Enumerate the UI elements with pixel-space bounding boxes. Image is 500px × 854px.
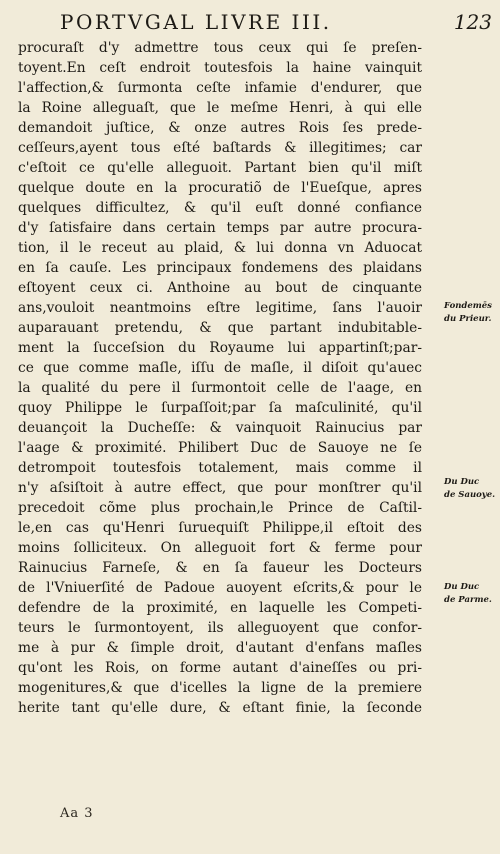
text-line: precedoit cõme plus prochain,le Prince de Caſtil- [18, 500, 422, 516]
margin-note-line: Fondemēs [444, 301, 492, 311]
text-line: eſtoyent ceux ci. Anthoine au bout de cinquante [18, 280, 422, 296]
text-line: herite tant qu'elle dure, & eſtant finie, la ſeconde [18, 700, 422, 716]
margin-note-line: de Sauoye. [444, 490, 496, 500]
margin-note-savoy [444, 476, 495, 502]
margin-note-line: de Parme. [444, 595, 492, 605]
margin-note-line: Du Duc [444, 477, 480, 487]
text-line: qu'ont les Rois, on forme autant d'aineſſes ou pri- [18, 660, 422, 676]
text-line: le,en cas qu'Henri ſuruequiſt Philippe,il eſtoit des [18, 520, 422, 536]
text-line: la Roine alleguaſt, que le meſme Henri, à qui elle [18, 100, 422, 116]
text-line: de l'Vniuerſité de Padoue auoyent eſcrits,& pour le [18, 580, 422, 596]
text-line: d'y ſatisfaire dans certain temps par autre procura- [18, 220, 422, 236]
margin-note-prior [444, 300, 492, 326]
text-line: detrompoit toutesfois totalement, mais comme il [18, 460, 422, 476]
text-line: c'eſtoit ce qu'elle alleguoit. Partant bien qu'il miſt [18, 160, 422, 176]
text-line: l'aage & proximité. Philibert Duc de Sauoye ne ſe [18, 440, 422, 456]
margin-note-line: Du Duc [444, 582, 480, 592]
text-line: deuançoit la Ducheſſe: & vainquoit Rainucius par [18, 420, 422, 436]
text-line: moins ſolliciteux. On alleguoit fort & ferme pour [18, 540, 422, 556]
text-line: Rainucius Farneſe, & en ſa faueur les Docteurs [18, 560, 422, 576]
page-header [60, 8, 492, 36]
text-line: defendre de la proximité, en laquelle les Competi- [18, 600, 422, 616]
text-line: me à pur & ſimple droit, d'autant d'enfans maſles [18, 640, 422, 656]
signature-mark: Aa 3 [60, 806, 94, 821]
text-line: mogenitures,& que d'icelles la ligne de la premiere [18, 680, 422, 696]
text-line: quelques difficultez, & qu'il euſt donné confiance [18, 200, 422, 216]
margin-note-parma [444, 581, 492, 607]
text-line: l'affection,& ſurmonta ceſte infamie d'endurer, que [18, 80, 422, 96]
body-text [18, 38, 496, 718]
text-line: ceſſeurs,ayent tous eſté baſtards & illegitimes; car [18, 140, 422, 156]
text-line: auparauant pretendu, & que partant indubitable- [18, 320, 422, 336]
text-line: toyent.En ceſt endroit toutesfois la haine vainquit [18, 60, 422, 76]
margin-note-line: du Prieur. [444, 314, 492, 324]
running-head: PORTVGAL LIVRE III. [60, 10, 332, 34]
text-line: teurs le ſurmontoyent, ils alleguoyent que confor- [18, 620, 422, 636]
text-line: ans,vouloit neantmoins eſtre legitime, ſans l'auoir [18, 300, 422, 316]
text-line: demandoit juſtice, & onze autres Rois ſes prede- [18, 120, 422, 136]
text-line: ce que comme maſle, iſſu de maſle, il diſoit qu'auec [18, 360, 422, 376]
text-line: quoy Philippe le ſurpaſſoit;par ſa maſculinité, qu'il [18, 400, 422, 416]
text-line: tion, il le receut au plaid, & lui donna vn Aduocat [18, 240, 422, 256]
text-line: n'y aſsiſtoit à autre effect, que pour monſtrer qu'il [18, 480, 422, 496]
text-line: procuraſt d'y admettre tous ceux qui ſe preſen- [18, 40, 422, 56]
text-line: en ſa cauſe. Les principaux fondemens des plaidans [18, 260, 422, 276]
page-number: 123 [453, 10, 492, 34]
text-line: ment la ſucceſsion du Royaume lui appartinſt;par- [18, 340, 422, 356]
text-line: la qualité du pere il ſurmontoit celle de l'aage, en [18, 380, 422, 396]
text-line: quelque doute en la procuratiõ de l'Eueſque, apres [18, 180, 422, 196]
